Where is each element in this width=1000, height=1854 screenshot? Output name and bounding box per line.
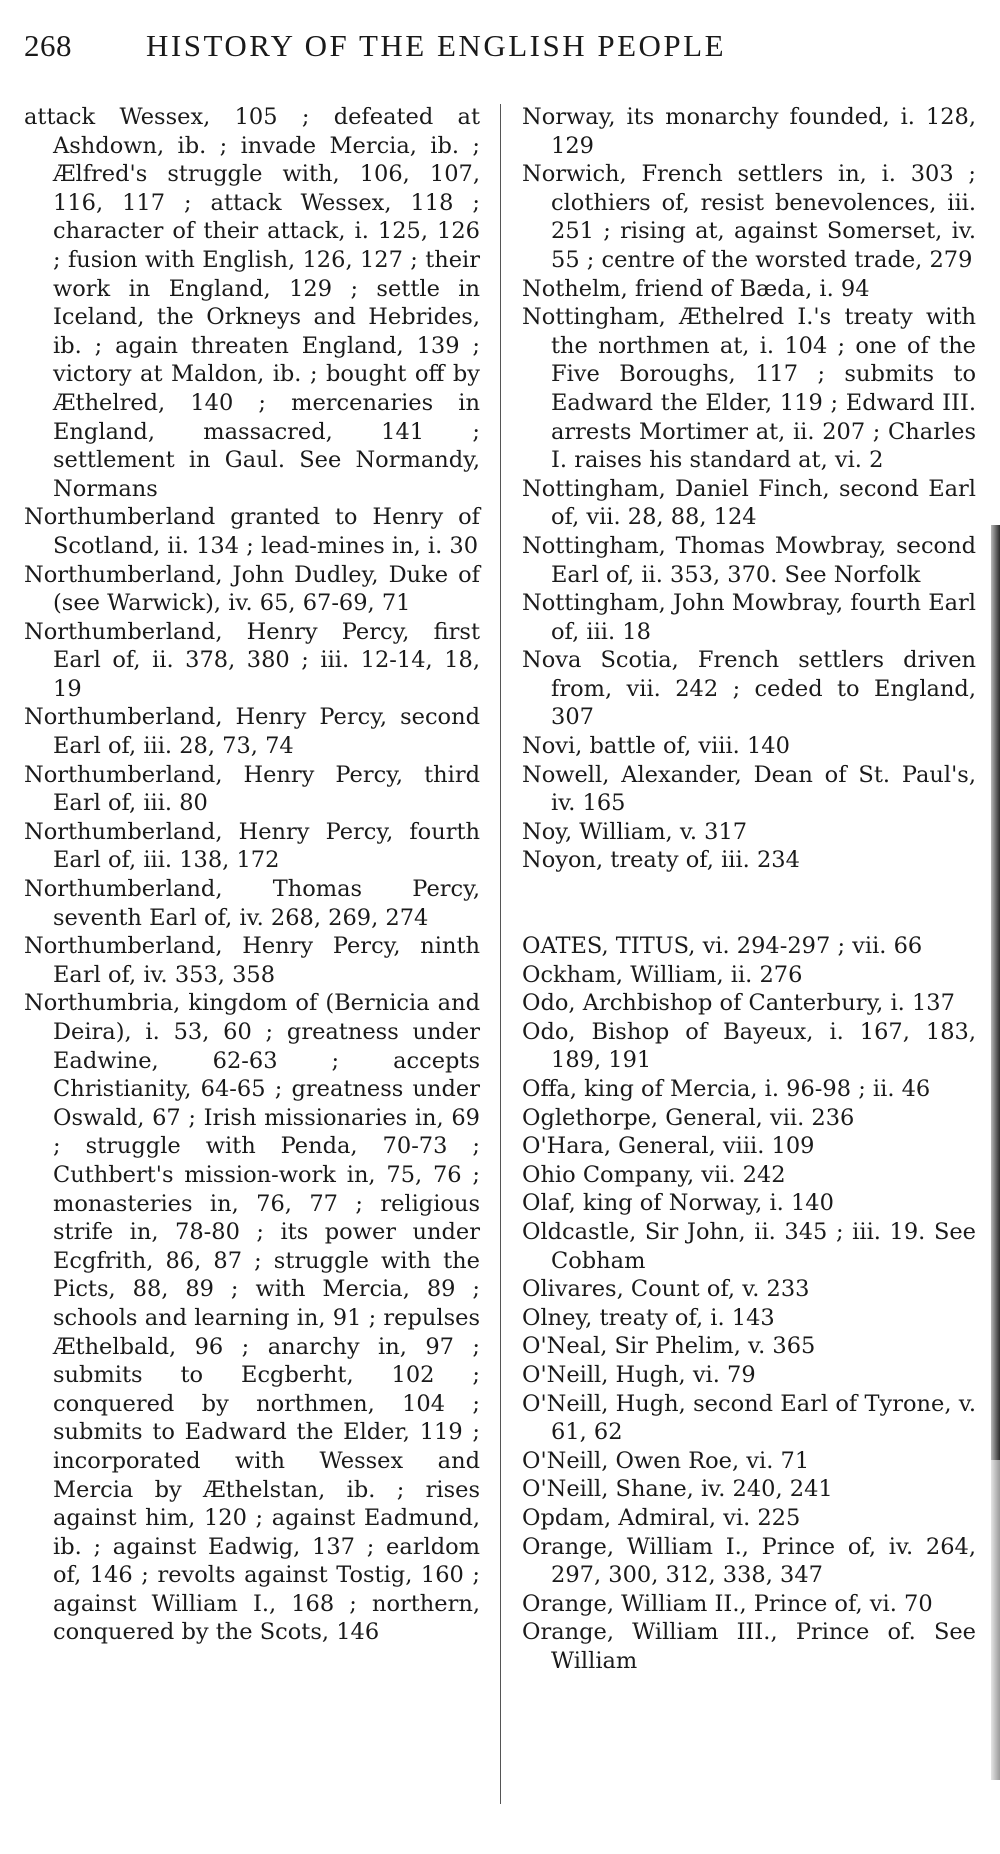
index-entry: O'Neill, Shane, iv. 240, 241 [522,1476,833,1503]
index-entry: Norwich, French settlers in, i. 303 ; clothiers of, resist benevolences, iii. 251 ; rising at, against Somerset, iv. 55 ; centre of the worsted trade, 279 [522,161,976,273]
index-entry: Nova Scotia, French settlers driven from, vii. 242 ; ceded to England, 307 [522,647,976,731]
index-entry: Northumberland, Henry Percy, third Earl of, iii. 80 [24,761,480,817]
index-entry: Northumberland, Henry Percy, second Earl of, iii. 28, 73, 74 [24,704,480,760]
page-number: 268 [24,28,72,63]
index-entry: Opdam, Admiral, vi. 225 [522,1504,801,1531]
index-entry: O'Neal, Sir Phelim, v. 365 [522,1333,816,1360]
index-entry: Northumberland, Henry Percy, first Earl of, ii. 378, 380 ; iii. 12-14, 18, 19 [24,618,480,702]
index-entry: Noyon, treaty of, iii. 234 [522,847,800,874]
index-entry: Nowell, Alexander, Dean of St. Paul's, iv. 165 [522,761,976,817]
index-entry: Northumberland, John Dudley, Duke of (see Warwick), iv. 65, 67-69, 71 [24,561,480,617]
index-entry: Odo, Bishop of Bayeux, i. 167, 183, 189, 191 [522,1018,976,1074]
page-header [24,22,984,66]
left-column [24,103,480,1647]
right-column [522,103,976,1675]
index-entry: Odo, Archbishop of Canterbury, i. 137 [522,990,955,1017]
index-entry: Northumberland granted to Henry of Scotland, ii. 134 ; lead-mines in, i. 30 [24,504,480,559]
index-entry: Northumbria, kingdom of (Bernicia and Deira), i. 53, 60 ; greatness under Eadwine, 62-63 ; accepts Christianity, 64-65 ; greatness under Oswald, 67 ; Irish missionaries in, 69 ; struggle with Penda, 70-73 ; Cuthbert's mission-work in, 75, 76 ; monasteries in, 76, 77 ; religious strife in, 78-80 ; its power under Ecgfrith, 86, 87 ; struggle with the Picts, 88, 89 ; with Mercia, 89 ; schools and learning in, 91 ; repulses Æthelbald, 96 ; anarchy in, 97 ; submits to Ecgberht, 102 ; conquered by northmen, 104 ; submits to Eadward the Elder, 119 ; incorporated with Wessex and Mercia by Æthelstan, ib. ; rises against him, 120 ; against Eadmund, ib. ; against Eadwig, 137 ; earldom of, 146 ; revolts against Tostig, 160 ; against William I., 168 ; northern, conquered by the Scots, 146 [24,990,480,1646]
index-entry: Ohio Company, vii. 242 [522,1161,786,1188]
index-entry: Nothelm, friend of Bæda, i. 94 [522,275,870,302]
index-entry: Orange, William II., Prince of, vi. 70 [522,1590,933,1617]
index-entry: Olney, treaty of, i. 143 [522,1304,775,1331]
index-entry: O'Neill, Hugh, vi. 79 [522,1361,756,1388]
index-entry: attack Wessex, 105 ; defeated at Ashdown, ib. ; invade Mercia, ib. ; Ælfred's struggle with, 106, 107, 116, 117 ; attack Wessex, 118 ; character of their attack, i. 125, 126 ; fusion with English, 126, 127 ; their work in England, 129 ; settle in Iceland, the Orkneys and Hebrides, ib. ; again threaten England, 139 ; victory at Maldon, ib. ; bought off by Æthelred, 140 ; mercenaries in England, massacred, 141 ; settlement in Gaul. See Normandy, Normans [24,104,480,502]
index-entry: Nottingham, Æthelred I.'s treaty with the northmen at, i. 104 ; one of the Five Boroughs, 117 ; submits to Eadward the Elder, 119 ; Edward III. arrests Mortimer at, ii. 207 ; Charles I. raises his standard at, vi. 2 [522,304,976,474]
index-entry: Olaf, king of Norway, i. 140 [522,1190,834,1217]
index-entry: Novi, battle of, viii. 140 [522,733,790,760]
index-entry: Ockham, William, ii. 276 [522,961,803,988]
index-entry: Orange, William III., Prince of. See William [522,1619,976,1674]
index-entry: Nottingham, Thomas Mowbray, second Earl of, ii. 353, 370. See Norfolk [522,532,976,588]
index-entry: Norway, its monarchy founded, i. 128, 129 [522,104,976,159]
index-entry: Oldcastle, Sir John, ii. 345 ; iii. 19. See Cobham [522,1218,976,1274]
index-entry: Noy, William, v. 317 [522,818,748,845]
index-entry: O'Neill, Hugh, second Earl of Tyrone, v. 61, 62 [522,1390,976,1446]
index-entry: Olivares, Count of, v. 233 [522,1276,810,1303]
page-edge-shadow [991,1460,1000,1780]
index-entry: Oglethorpe, General, vii. 236 [522,1104,855,1131]
index-entry: Nottingham, John Mowbray, fourth Earl of, iii. 18 [522,590,976,645]
running-title: HISTORY OF THE ENGLISH PEOPLE [146,28,727,63]
index-entry: Northumberland, Henry Percy, ninth Earl of, iv. 353, 358 [24,933,480,988]
index-entry: Nottingham, Daniel Finch, second Earl of, vii. 28, 88, 124 [522,475,976,531]
index-entry: Offa, king of Mercia, i. 96-98 ; ii. 46 [522,1076,931,1102]
section-gap [522,875,976,932]
index-entry: Northumberland, Henry Percy, fourth Earl of, iii. 138, 172 [24,818,480,874]
index-entry: O'Hara, General, viii. 109 [522,1133,815,1160]
index-entry: OATES, TITUS, vi. 294-297 ; vii. 66 [522,933,923,960]
index-entry: Northumberland, Thomas Percy, seventh Earl of, iv. 268, 269, 274 [24,876,480,931]
column-divider [500,104,501,1804]
index-entry: Orange, William I., Prince of, iv. 264, 297, 300, 312, 338, 347 [522,1533,976,1589]
index-entry: O'Neill, Owen Roe, vi. 71 [522,1447,810,1474]
